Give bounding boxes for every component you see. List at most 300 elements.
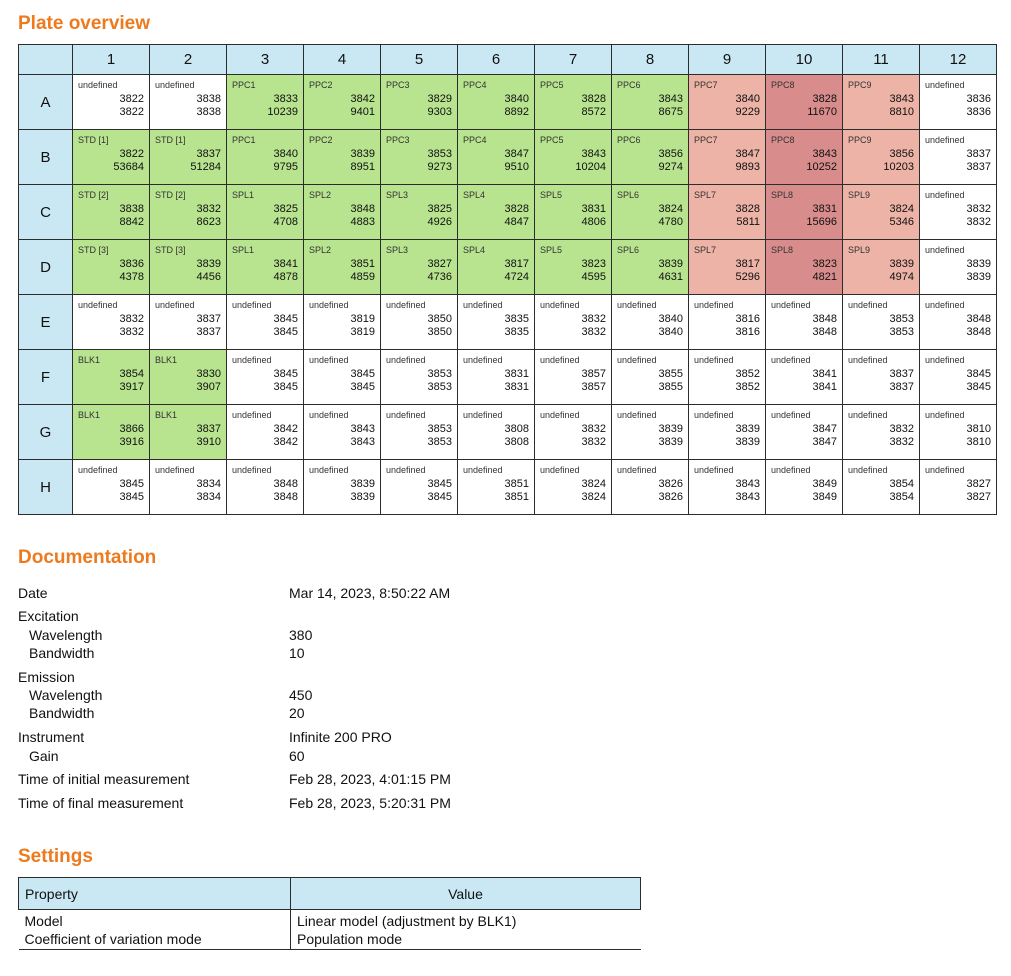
well-final-value: 9401 [350,106,375,118]
plate-well [689,405,766,460]
well-final-value: 9510 [504,161,529,173]
well-initial-value: 3843 [581,148,606,160]
plate-well [304,405,381,460]
well-final-value: 3857 [581,381,606,393]
well-initial-value: 3837 [966,148,991,160]
well-final-value: 8951 [350,161,375,173]
well-initial-value: 3832 [889,423,914,435]
well-final-value: 3838 [196,106,221,118]
well-final-value: 9274 [658,161,683,173]
settings-row [19,910,641,950]
plate-well [227,405,304,460]
well-final-value: 3845 [427,491,452,503]
well-initial-value: 3840 [735,93,760,105]
well-initial-value: 3839 [196,258,221,270]
plate-row [19,460,997,515]
excitation-bandwidth-value: 10 [289,645,305,661]
plate-row [19,185,997,240]
well-label: undefined [771,410,811,420]
well-initial-value: 3823 [812,258,837,270]
well-final-value: 3839 [350,491,375,503]
plate-row [19,405,997,460]
instrument-label: Instrument [18,729,85,745]
plate-column-header: 10 [766,45,843,75]
well-initial-value: 3837 [196,148,221,160]
well-final-value: 4974 [889,271,914,283]
well-final-value: 8572 [581,106,606,118]
plate-well [458,185,535,240]
well-final-value: 3845 [350,381,375,393]
well-label: PPC6 [617,80,641,90]
well-initial-value: 3840 [504,93,529,105]
well-initial-value: 3839 [658,258,683,270]
well-label: SPL8 [771,190,794,200]
plate-well [227,460,304,515]
well-initial-value: 3842 [273,423,298,435]
well-label: BLK1 [155,355,178,365]
well-final-value: 4878 [273,271,298,283]
well-initial-value: 3832 [581,423,606,435]
plate-well [73,295,150,350]
well-final-value: 4456 [196,271,221,283]
well-final-value: 5811 [736,216,760,228]
well-final-value: 4724 [504,271,529,283]
plate-well [458,295,535,350]
well-final-value: 3839 [658,436,683,448]
well-label: undefined [463,410,503,420]
well-final-value: 4883 [350,216,375,228]
well-initial-value: 3827 [427,258,452,270]
well-label: undefined [694,465,734,475]
well-final-value: 3826 [658,491,683,503]
well-initial-value: 3822 [119,93,144,105]
well-final-value: 4595 [581,271,606,283]
well-label: BLK1 [78,410,101,420]
well-initial-value: 3838 [119,203,144,215]
well-label: undefined [694,410,734,420]
well-initial-value: 3849 [812,478,837,490]
well-label: undefined [694,300,734,310]
well-initial-value: 3829 [427,93,452,105]
plate-well [766,405,843,460]
well-final-value: 3808 [504,436,529,448]
well-label: SPL4 [463,245,486,255]
well-initial-value: 3816 [735,313,760,325]
plate-well [381,350,458,405]
plate-well [381,405,458,460]
well-label: SPL3 [386,190,409,200]
excitation-wavelength-label: Wavelength [29,627,103,643]
well-final-value: 3819 [350,326,375,338]
well-label: BLK1 [78,355,101,365]
well-label: undefined [925,245,965,255]
plate-column-header: 6 [458,45,535,75]
plate-well [843,295,920,350]
plate-well [458,240,535,295]
well-initial-value: 3839 [350,148,375,160]
plate-well [766,75,843,130]
well-final-value: 53684 [113,161,144,173]
well-label: PPC9 [848,135,872,145]
well-final-value: 3855 [658,381,683,393]
plate-well [150,460,227,515]
well-initial-value: 3831 [581,203,606,215]
plate-well [150,295,227,350]
well-initial-value: 3819 [350,313,375,325]
well-final-value: 3848 [273,491,298,503]
plate-well [73,405,150,460]
well-final-value: 4378 [119,271,144,283]
well-final-value: 3832 [966,216,991,228]
well-label: undefined [848,300,888,310]
well-initial-value: 3839 [350,478,375,490]
well-initial-value: 3808 [504,423,529,435]
well-final-value: 11670 [807,106,837,118]
plate-well [458,405,535,460]
plate-header-row [19,45,997,75]
well-label: undefined [78,465,118,475]
plate-column-header: 2 [150,45,227,75]
plate-well [689,185,766,240]
well-label: PPC2 [309,135,333,145]
well-initial-value: 3827 [966,478,991,490]
well-label: STD [1] [155,135,186,145]
plate-overview-title: Plate overview [18,13,151,34]
well-final-value: 3853 [427,381,452,393]
plate-row-header: A [19,75,73,130]
well-final-value: 3835 [504,326,529,338]
well-label: SPL1 [232,190,255,200]
well-initial-value: 3828 [812,93,837,105]
plate-column-header: 1 [73,45,150,75]
excitation-label: Excitation [18,608,79,624]
well-initial-value: 3825 [273,203,298,215]
plate-row-header: E [19,295,73,350]
well-label: undefined [848,355,888,365]
well-label: undefined [309,300,349,310]
well-label: undefined [694,355,734,365]
well-final-value: 3845 [273,381,298,393]
well-final-value: 3916 [119,436,144,448]
well-initial-value: 3839 [658,423,683,435]
well-label: undefined [617,300,657,310]
well-label: SPL8 [771,245,794,255]
well-initial-value: 3848 [966,313,991,325]
well-final-value: 4708 [273,216,298,228]
plate-well [304,130,381,185]
plate-well [535,240,612,295]
well-initial-value: 3839 [889,258,914,270]
well-initial-value: 3853 [889,313,914,325]
well-final-value: 9795 [273,161,298,173]
well-initial-value: 3824 [889,203,914,215]
well-final-value: 3848 [966,326,991,338]
plate-well [73,240,150,295]
plate-well [920,405,997,460]
well-initial-value: 3831 [812,203,837,215]
plate-well [73,185,150,240]
well-final-value: 3836 [966,106,991,118]
plate-well [766,130,843,185]
plate-well [612,75,689,130]
plate-well [381,75,458,130]
well-final-value: 3853 [889,326,914,338]
plate-column-header: 12 [920,45,997,75]
well-label: undefined [925,135,965,145]
plate-well [689,240,766,295]
well-final-value: 9273 [427,161,452,173]
plate-well [766,460,843,515]
plate-row-header: D [19,240,73,295]
well-label: SPL6 [617,190,640,200]
well-label: PPC7 [694,80,718,90]
well-label: undefined [925,300,965,310]
plate-column-header: 3 [227,45,304,75]
plate-well [73,350,150,405]
plate-well [843,130,920,185]
well-final-value: 3917 [119,381,144,393]
well-label: undefined [155,300,195,310]
well-label: PPC3 [386,135,410,145]
plate-well [689,295,766,350]
plate-well [766,350,843,405]
well-initial-value: 3843 [889,93,914,105]
well-initial-value: 3837 [196,423,221,435]
plate-column-header: 8 [612,45,689,75]
well-final-value: 3848 [812,326,837,338]
plate-well [689,130,766,185]
plate-well [689,75,766,130]
well-initial-value: 3832 [196,203,221,215]
well-final-value: 3845 [119,491,144,503]
well-final-value: 3845 [966,381,991,393]
well-label: undefined [155,465,195,475]
plate-well [535,350,612,405]
well-label: undefined [309,410,349,420]
plate-well [381,295,458,350]
plate-well [150,185,227,240]
well-initial-value: 3853 [427,148,452,160]
well-final-value: 9303 [427,106,452,118]
well-final-value: 3845 [273,326,298,338]
well-initial-value: 3824 [581,478,606,490]
plate-row [19,240,997,295]
plate-well [843,350,920,405]
well-label: PPC3 [386,80,410,90]
plate-well [535,185,612,240]
plate-well [920,240,997,295]
well-final-value: 3840 [658,326,683,338]
well-label: undefined [232,355,272,365]
well-final-value: 8810 [889,106,914,118]
well-final-value: 3832 [119,326,144,338]
plate-well [227,130,304,185]
plate-row-header: C [19,185,73,240]
well-label: SPL5 [540,245,563,255]
well-label: STD [1] [78,135,109,145]
plate-well [73,460,150,515]
well-label: PPC7 [694,135,718,145]
well-label: SPL6 [617,245,640,255]
well-final-value: 3841 [812,381,837,393]
plate-well [535,460,612,515]
well-label: undefined [232,410,272,420]
well-final-value: 5346 [889,216,914,228]
well-final-value: 3824 [581,491,606,503]
well-label: STD [3] [78,245,109,255]
well-initial-value: 3817 [504,258,529,270]
well-label: undefined [925,465,965,475]
emission-wavelength-label: Wavelength [29,687,103,703]
well-final-value: 4859 [350,271,375,283]
plate-well [381,460,458,515]
well-label: undefined [771,465,811,475]
well-final-value: 3831 [504,381,529,393]
plate-corner [19,45,73,75]
plate-well [843,185,920,240]
plate-well [535,75,612,130]
well-initial-value: 3848 [273,478,298,490]
well-initial-value: 3837 [196,313,221,325]
well-initial-value: 3842 [350,93,375,105]
plate-well [920,130,997,185]
settings-properties: Model Coefficient of variation mode [19,910,291,950]
plate-well [843,405,920,460]
well-final-value: 3837 [966,161,991,173]
well-label: PPC4 [463,135,487,145]
plate-column-header: 4 [304,45,381,75]
well-label: undefined [309,465,349,475]
well-initial-value: 3843 [350,423,375,435]
well-initial-value: 3841 [812,368,837,380]
well-final-value: 3852 [735,381,760,393]
plate-well [920,295,997,350]
well-initial-value: 3853 [427,423,452,435]
plate-well [458,460,535,515]
plate-well [612,185,689,240]
well-final-value: 4780 [658,216,683,228]
plate-row-header: F [19,350,73,405]
well-initial-value: 3838 [196,93,221,105]
well-label: SPL5 [540,190,563,200]
well-initial-value: 3840 [273,148,298,160]
well-initial-value: 3843 [658,93,683,105]
plate-well [843,460,920,515]
plate-well [612,295,689,350]
settings-header-value: Value [291,878,641,910]
well-initial-value: 3852 [735,368,760,380]
well-initial-value: 3834 [196,478,221,490]
well-initial-value: 3854 [889,478,914,490]
well-final-value: 3827 [966,491,991,503]
well-label: STD [2] [78,190,109,200]
plate-well [458,75,535,130]
well-label: BLK1 [155,410,178,420]
plate-well [227,350,304,405]
plate-column-header: 11 [843,45,920,75]
plate-well [227,295,304,350]
plate-column-header: 7 [535,45,612,75]
well-label: undefined [925,190,965,200]
well-label: undefined [232,300,272,310]
plate-row-header: G [19,405,73,460]
plate-well [150,75,227,130]
well-initial-value: 3866 [119,423,144,435]
date-value: Mar 14, 2023, 8:50:22 AM [289,585,451,601]
well-label: undefined [540,300,580,310]
plate-well [304,295,381,350]
well-initial-value: 3830 [196,368,221,380]
plate-well [689,460,766,515]
well-final-value: 10252 [806,161,837,173]
initial-measurement-label: Time of initial measurement [18,771,190,787]
well-initial-value: 3839 [966,258,991,270]
emission-wavelength-value: 450 [289,687,313,703]
well-final-value: 8675 [658,106,683,118]
plate-well [381,185,458,240]
well-initial-value: 3836 [966,93,991,105]
well-initial-value: 3810 [966,423,991,435]
well-final-value: 3854 [889,491,914,503]
well-final-value: 3822 [119,106,144,118]
plate-well [689,350,766,405]
well-final-value: 8623 [196,216,221,228]
plate-row-header: B [19,130,73,185]
plate-well [304,350,381,405]
gain-value: 60 [289,748,305,764]
well-label: PPC8 [771,80,795,90]
emission-bandwidth-value: 20 [289,705,305,721]
plate-row-header: H [19,460,73,515]
well-label: PPC9 [848,80,872,90]
well-final-value: 3907 [196,381,221,393]
settings-header-property: Property [19,878,291,910]
well-final-value: 3810 [966,436,991,448]
well-final-value: 4806 [581,216,606,228]
well-label: undefined [463,355,503,365]
plate-well [843,75,920,130]
well-label: undefined [386,355,426,365]
well-label: undefined [848,410,888,420]
well-final-value: 9229 [735,106,760,118]
well-final-value: 4847 [504,216,529,228]
well-label: undefined [617,355,657,365]
well-label: undefined [463,465,503,475]
well-label: undefined [925,410,965,420]
well-final-value: 15696 [806,216,837,228]
plate-well [458,130,535,185]
well-label: SPL2 [309,190,332,200]
well-initial-value: 3856 [658,148,683,160]
well-initial-value: 3843 [735,478,760,490]
plate-well [535,295,612,350]
well-label: STD [2] [155,190,186,200]
plate-well [458,350,535,405]
well-label: STD [3] [155,245,186,255]
well-initial-value: 3856 [889,148,914,160]
well-final-value: 3851 [504,491,529,503]
well-initial-value: 3845 [966,368,991,380]
plate-well [535,130,612,185]
well-final-value: 4926 [427,216,452,228]
well-initial-value: 3817 [735,258,760,270]
plate-well [612,240,689,295]
well-initial-value: 3848 [812,313,837,325]
well-label: undefined [540,410,580,420]
well-final-value: 10203 [883,161,914,173]
well-label: undefined [386,410,426,420]
well-label: undefined [617,410,657,420]
